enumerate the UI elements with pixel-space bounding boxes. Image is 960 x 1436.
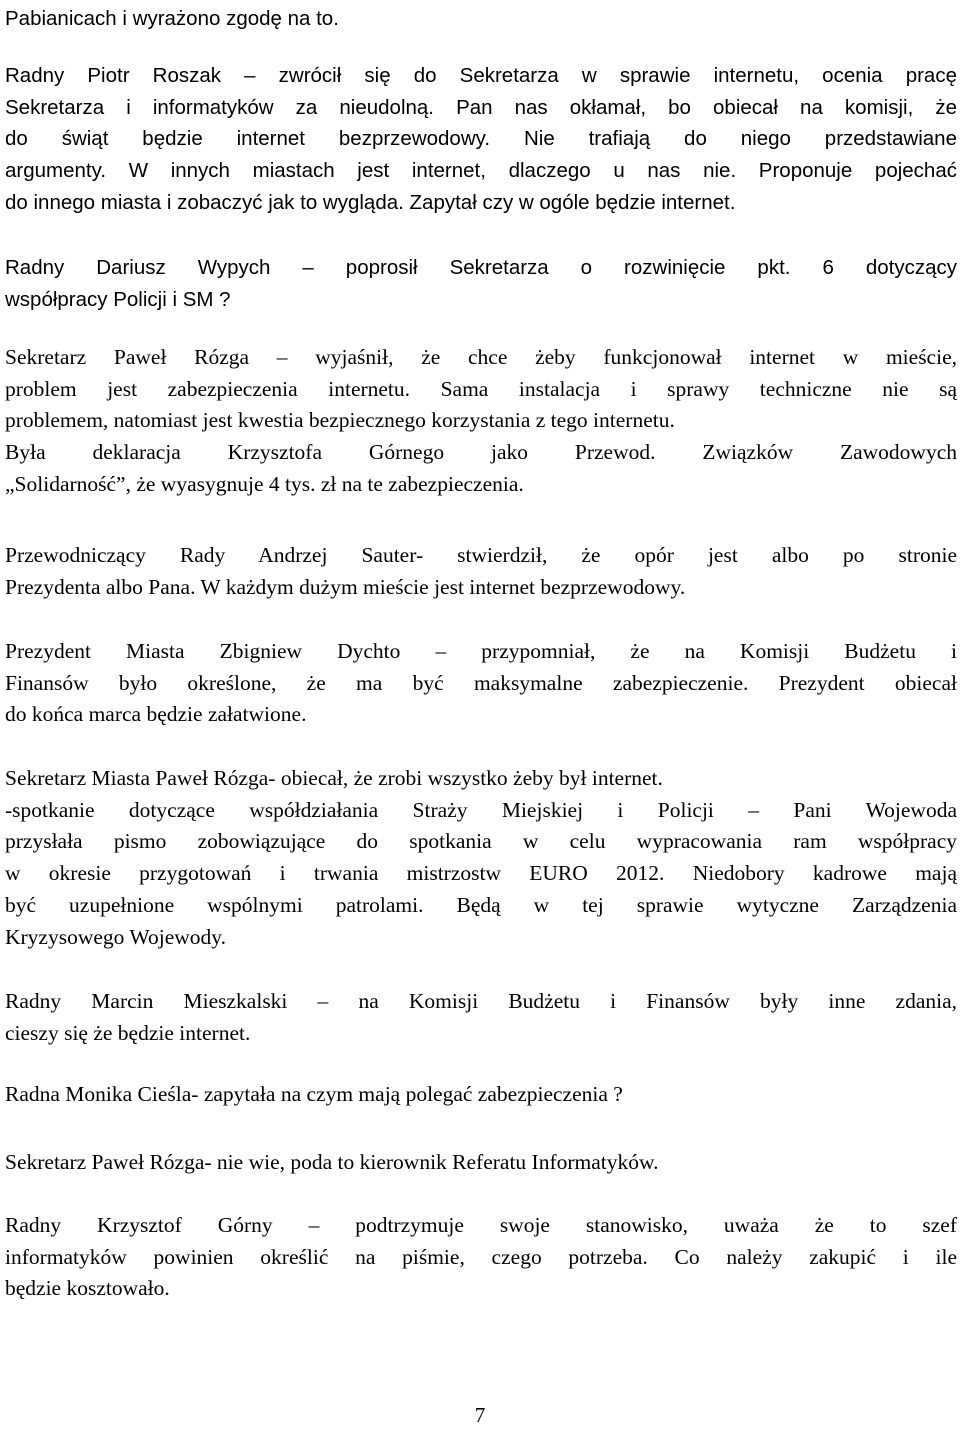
text-line: w okresie przygotowań i trwania mistrzostw EURO 2012. Niedobory kadrowe mają (5, 861, 957, 886)
text-line: problem jest zabezpieczenia internetu. Sama instalacja i sprawy techniczne nie są (5, 376, 957, 401)
text-line: argumenty. W innych miastach jest internet, dlaczego u nas nie. Proponuje pojechać (5, 159, 957, 183)
page-number: 7 (474, 1403, 486, 1427)
text-line: do końca marca będzie załatwione. (5, 702, 307, 727)
text-line: Radny Piotr Roszak – zwrócił się do Sekretarza w sprawie internetu, ocenia pracę (5, 64, 957, 87)
text-line: będzie kosztowało. (5, 1276, 170, 1301)
text-line: Radny Krzysztof Górny – podtrzymuje swoje stanowisko, uważa że to szef (5, 1213, 957, 1237)
text-line: do świąt będzie internet bezprzewodowy. Nie trafiają do niego przedstawiane (5, 127, 957, 151)
text-line: „Solidarność”, że wyasygnuje 4 tys. zł na te zabezpieczenia. (5, 471, 524, 496)
text-line: Kryzysowego Wojewody. (5, 924, 226, 949)
text-line: być uzupełnione wspólnymi patrolami. Będą w tej sprawie wytyczne Zarządzenia (5, 892, 957, 917)
text-line: Sekretarz Paweł Rózga- nie wie, poda to kierownik Referatu Informatyków. (5, 1150, 659, 1174)
text-line: Finansów było określone, że ma być maksymalne zabezpieczenie. Prezydent obiecał (5, 670, 957, 695)
text-line: Radny Dariusz Wypych – poprosił Sekretarza o rozwinięcie pkt. 6 dotyczący (5, 256, 957, 279)
text-line: Przewodniczący Rady Andrzej Sauter- stwierdził, że opór jest albo po stronie (5, 543, 957, 567)
text-line: Prezydenta albo Pana. W każdym dużym mieście jest internet bezprzewodowy. (5, 574, 686, 599)
text-line: przysłała pismo zobowiązujące do spotkania w celu wypracowania ram współpracy (5, 829, 957, 854)
text-line: informatyków powinien określić na piśmie, czego potrzeba. Co należy zakupić i ile (5, 1244, 957, 1269)
text-line: Radna Monika Cieśla- zapytała na czym mają polegać zabezpieczenia ? (5, 1082, 623, 1106)
text-line: Sekretarza i informatyków za nieudolną. Pan nas okłamał, bo obiecał na komisji, że (5, 95, 957, 119)
text-line: Sekretarz Miasta Paweł Rózga- obiecał, że zrobi wszystko żeby był internet. (5, 766, 663, 790)
text-line: -spotkanie dotyczące współdziałania Straży Miejskiej i Policji – Pani Wojewoda (5, 797, 957, 822)
text-line: współpracy Policji i SM ? (5, 287, 231, 311)
text-line: do innego miasta i zobaczyć jak to wygląda. Zapytał czy w ogóle będzie internet. (5, 190, 736, 214)
text-line: Była deklaracja Krzysztofa Górnego jako Przewod. Związków Zawodowych (5, 440, 957, 465)
text-line: Radny Marcin Mieszkalski – na Komisji Budżetu i Finansów były inne zdania, (5, 989, 957, 1013)
text-line: Prezydent Miasta Zbigniew Dychto – przypomniał, że na Komisji Budżetu i (5, 639, 957, 663)
text-line: problemem, natomiast jest kwestia bezpiecznego korzystania z tego internetu. (5, 408, 675, 433)
text-line: Pabianicach i wyrażono zgodę na to. (5, 7, 339, 30)
text-line: cieszy się że będzie internet. (5, 1020, 251, 1045)
text-line: Sekretarz Paweł Rózga – wyjaśnił, że chce żeby funkcjonował internet w mieście, (5, 345, 957, 369)
